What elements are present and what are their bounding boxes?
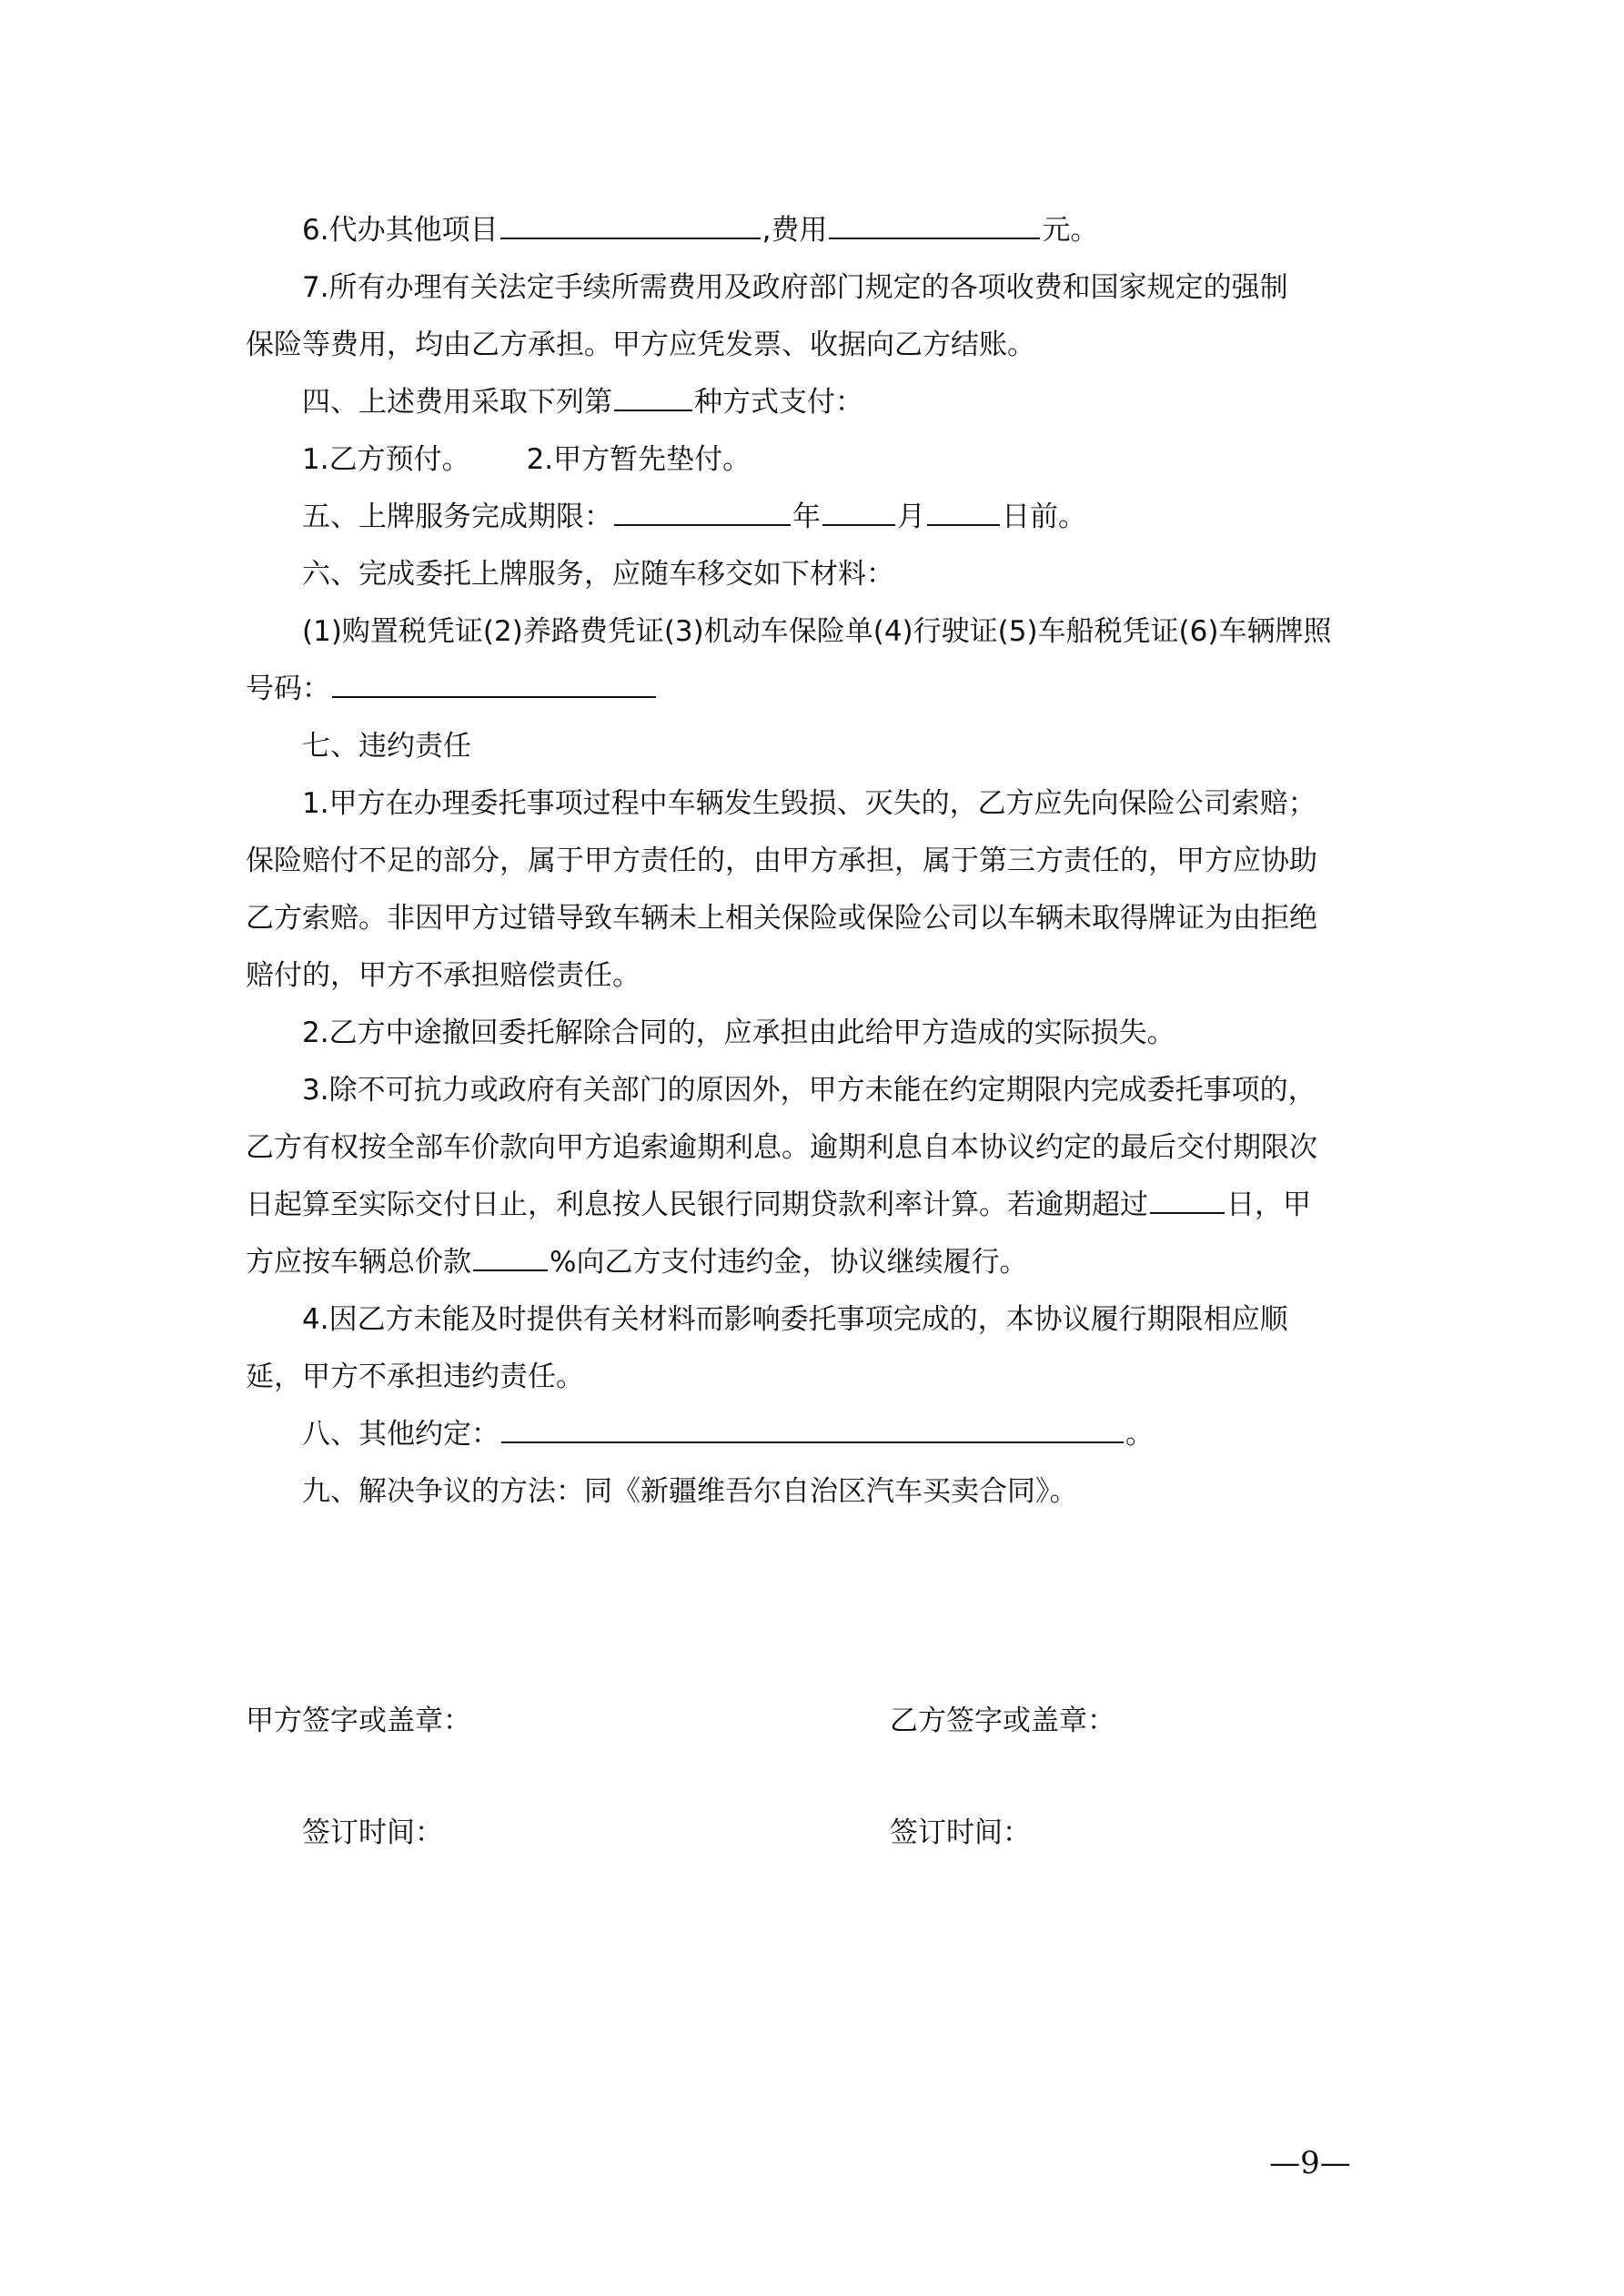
section-4-options: 1.乙方预付。 2.甲方暂先垫付。 (302, 443, 751, 476)
section-6-materials: (1)购置税凭证(2)养路费凭证(3)机动车保险单(4)行驶证(5)车船税凭证(6)车辆牌照 (302, 615, 1332, 648)
section-7-p1-line-4: 赔付的，甲方不承担赔偿责任。 (246, 959, 641, 992)
section-7-p3-line-3: 日起算至实际交付日止，利息按人民银行同期贷款利率计算。若逾期超过 日，甲 (246, 1185, 1392, 1225)
section-6-plate-number: 号码： (246, 669, 1392, 709)
section-7-p4-line-2: 延，甲方不承担违约责任。 (246, 1360, 584, 1393)
party-a-signature-label: 甲方签字或盖章： (246, 1704, 471, 1737)
fee-amount-blank (829, 210, 1040, 239)
section-5-deadline: 五、上牌服务完成期限： 年 月 日前。 (302, 497, 1392, 537)
page-number: —9— (1269, 2145, 1351, 2181)
plate-number-blank (332, 669, 656, 698)
party-b-date-label: 签订时间： (890, 1816, 1031, 1849)
party-b-signature-label: 乙方签字或盖章： (890, 1704, 1115, 1737)
clause-item-6: 6.代办其他项目 ,费用 元。 (302, 210, 1392, 250)
section-6-title: 六、完成委托上牌服务，应随车移交如下材料： (302, 558, 894, 591)
day-blank (927, 497, 1000, 526)
party-a-date-label: 签订时间： (302, 1816, 443, 1849)
section-7-p3-line-4: 方应按车辆总价款 %向乙方支付违约金，协议继续履行。 (246, 1242, 1392, 1282)
clause-item-7-line-2: 保险等费用，均由乙方承担。甲方应凭发票、收据向乙方结账。 (246, 329, 1035, 361)
overdue-days-blank (1150, 1185, 1225, 1214)
section-8-other-terms: 八、其他约定： 。 (302, 1414, 1392, 1454)
section-4-payment-method: 四、上述费用采取下列第 种方式支付： (302, 382, 1392, 422)
section-7-p1-line-3: 乙方索赔。非因甲方过错导致车辆未上相关保险或保险公司以车辆未取得牌证为由拒绝 (246, 902, 1317, 935)
section-9-dispute: 九、解决争议的方法：同《新疆维吾尔自治区汽车买卖合同》。 (302, 1475, 1078, 1508)
section-7-p1-line-2: 保险赔付不足的部分，属于甲方责任的，由甲方承担，属于第三方责任的，甲方应协助 (246, 845, 1317, 877)
section-7-p4-line-1: 4.因乙方未能及时提供有关材料而影响委托事项完成的，本协议履行期限相应顺 (302, 1303, 1288, 1336)
month-blank (822, 497, 895, 526)
section-7-p3-line-2: 乙方有权按全部车价款向甲方追索逾期利息。逾期利息自本协议约定的最后交付期限次 (246, 1131, 1317, 1164)
penalty-percent-blank (473, 1242, 548, 1271)
section-7-p2: 2.乙方中途撤回委托解除合同的，应承担由此给甲方造成的实际损失。 (302, 1017, 1175, 1049)
payment-method-blank (614, 382, 692, 411)
section-7-p1-line-1: 1.甲方在办理委托事项过程中车辆发生毁损、灭失的，乙方应先向保险公司索赔； (302, 787, 1316, 820)
other-terms-blank (501, 1414, 1124, 1443)
clause-item-7-line-1: 7.所有办理有关法定手续所需费用及政府部门规定的各项收费和国家规定的强制 (302, 271, 1288, 304)
section-7-title: 七、违约责任 (302, 730, 471, 763)
other-items-blank (500, 210, 761, 239)
year-blank (614, 497, 791, 526)
section-7-p3-line-1: 3.除不可抗力或政府有关部门的原因外，甲方未能在约定期限内完成委托事项的， (302, 1074, 1316, 1107)
